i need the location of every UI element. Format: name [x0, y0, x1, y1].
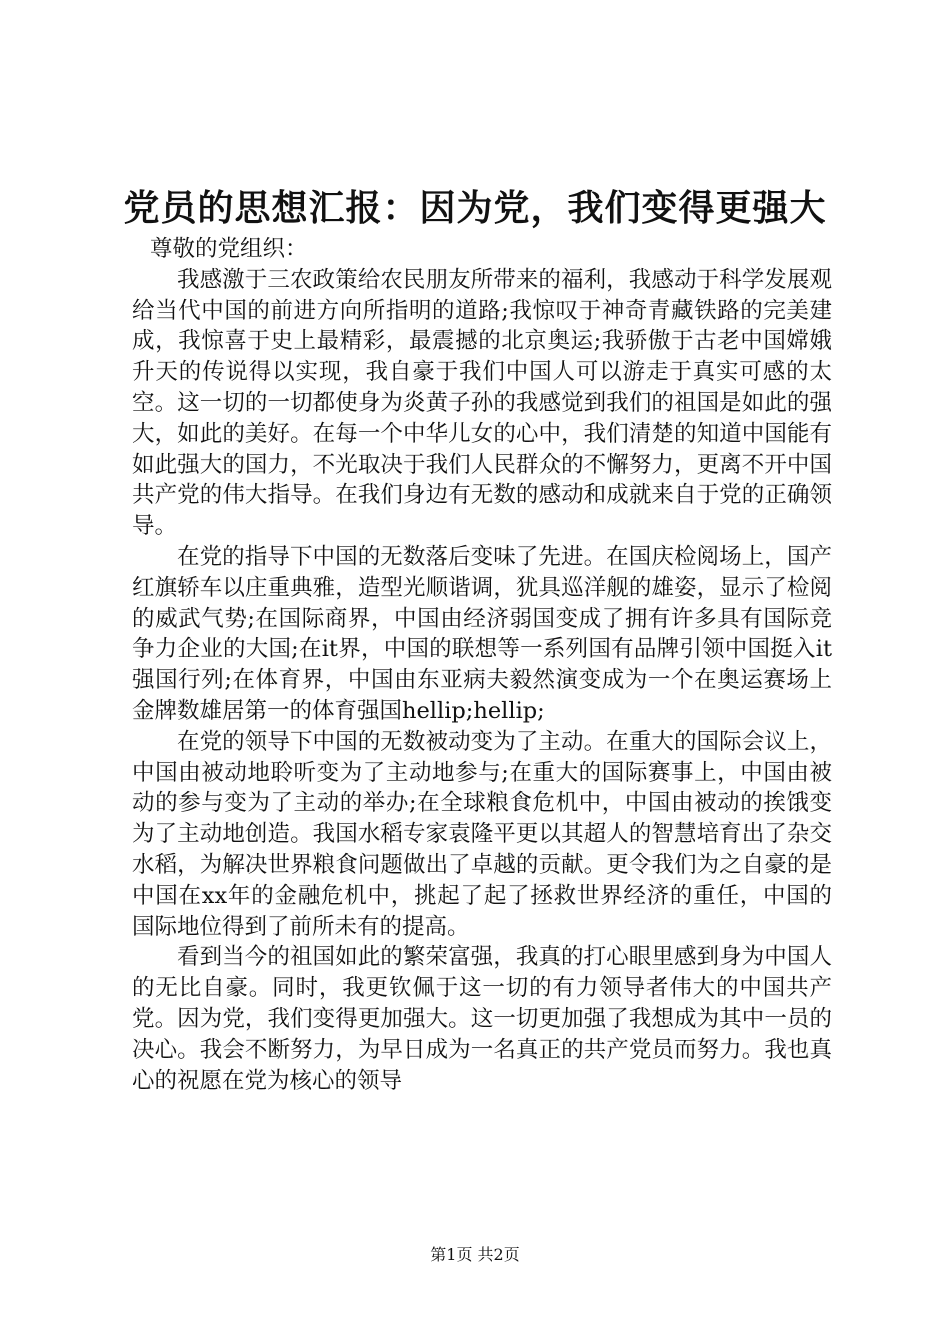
paragraph: 在党的领导下中国的无数被动变为了主动。在重大的国际会议上，中国由被动地聆听变为了主动地参与;在重大的国际赛事上，中国由被动的参与变为了主动的举办;在全球粮食危机中，中国由被动的挨饿变为了主动地创造。我国水稻专家袁隆平更以其超人的智慧培育出了杂交水稻，为解决世界粮食问题做出了卓越的贡献。更令我们为之自豪的是中国在xx年的金融危机中，挑起了起了拯救世界经济的重任，中国的国际地位得到了前所未有的提高。: [132, 728, 832, 940]
paragraph: 看到当今的祖国如此的繁荣富强，我真的打心眼里感到身为中国人的无比自豪。同时，我更钦佩于这一切的有力领导者伟大的中国共产党。因为党，我们变得更加强大。这一切更加强了我想成为其中一员的决心。我会不断努力，为早日成为一名真正的共产党员而努力。我也真心的祝愿在党为核心的领导: [132, 944, 832, 1094]
paragraph: 我感激于三农政策给农民朋友所带来的福利，我感动于科学发展观给当代中国的前进方向所指明的道路;我惊叹于神奇青藏铁路的完美建成，我惊喜于史上最精彩，最震撼的北京奥运;我骄傲于古老中国嫦娥升天的传说得以实现，我自豪于我们中国人可以游走于真实可感的太空。这一切的一切都使身为炎黄子孙的我感觉到我们的祖国是如此的强大，如此的美好。在每一个中华儿女的心中，我们清楚的知道中国能有如此强大的国力，不光取决于我们人民群众的不懈努力，更离不开中国共产党的伟大指导。在我们身边有无数的感动和成就来自于党的正确领导。: [132, 266, 832, 540]
page-footer: 第1页 共2页: [430, 1245, 520, 1264]
paragraph: 在党的指导下中国的无数落后变味了先进。在国庆检阅场上，国产红旗轿车以庄重典雅，造型光顺谐调，犹具巡洋舰的雄姿，显示了检阅的威武气势;在国际商界，中国由经济弱国变成了拥有许多具有国际竞争力企业的大国;在it界，中国的联想等一系列国有品牌引领中国挺入it强国行列;在体育界，中国由东亚病夫毅然演变成为一个在奥运赛场上金牌数雄居第一的体育强国hellip;hellip;: [132, 543, 832, 724]
salutation: 尊敬的党组织：: [150, 236, 308, 262]
document-title: 党员的思想汇报：因为党，我们变得更强大: [123, 187, 827, 229]
document-body: [132, 234, 832, 1096]
